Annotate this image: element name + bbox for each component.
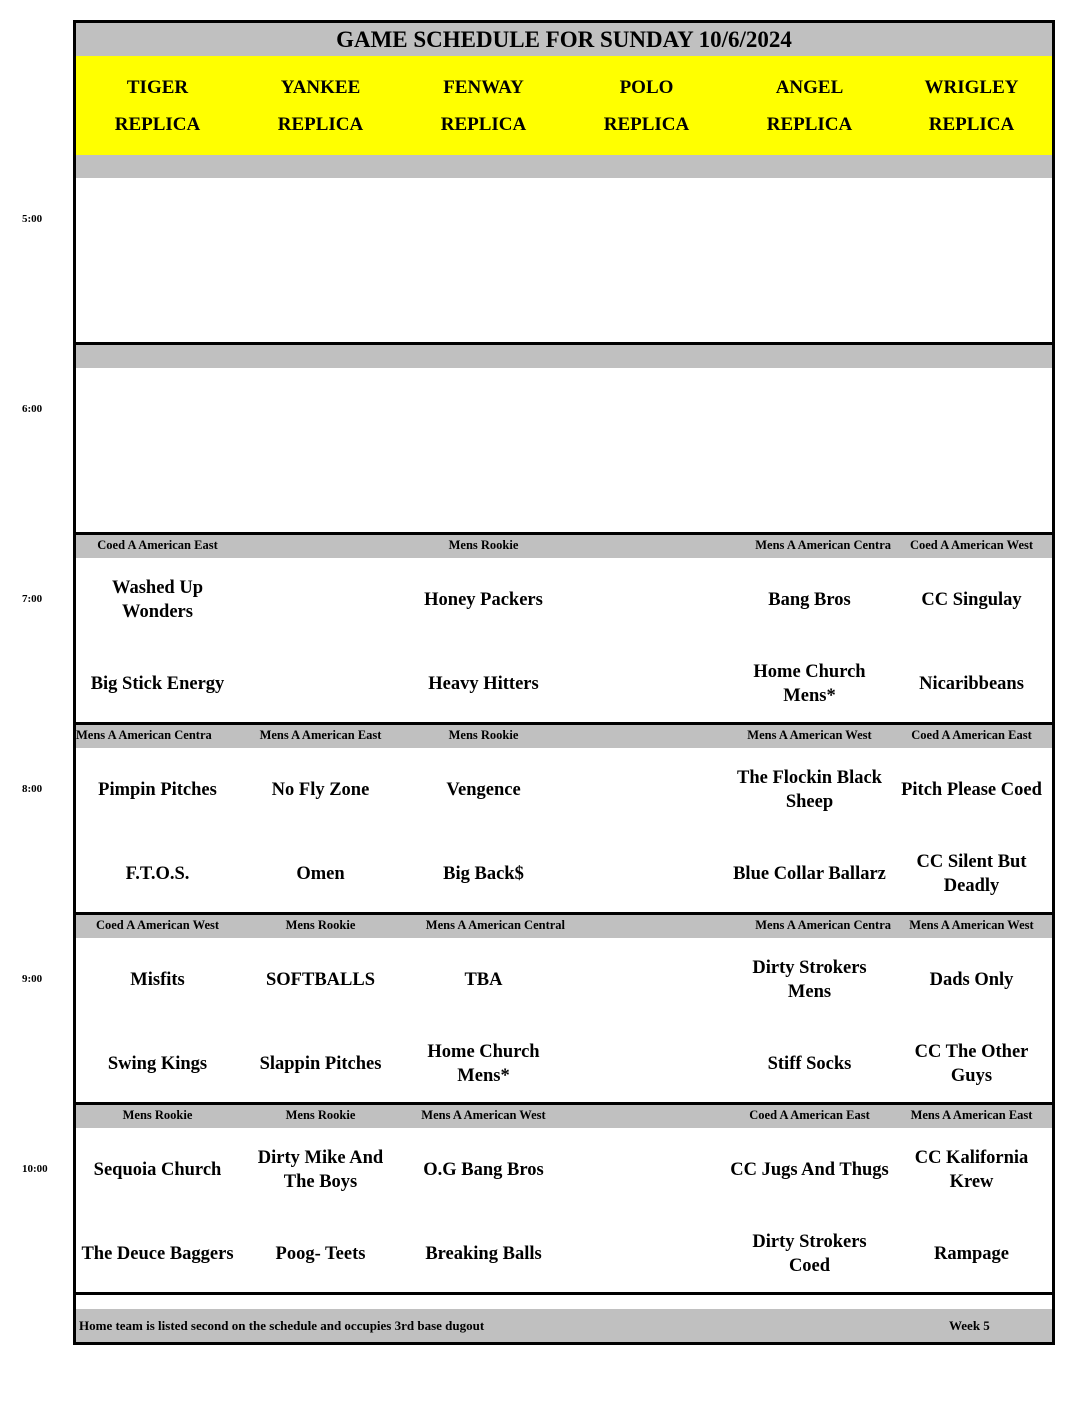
home-team (891, 452, 1052, 536)
home-team: Rampage (933, 1244, 1010, 1264)
home-team: Big Stick Energy (90, 674, 225, 694)
division-label: Mens Rookie (239, 1105, 405, 1131)
home-team (402, 452, 565, 536)
game-cell (891, 368, 1052, 535)
field-name: POLO (619, 76, 674, 98)
time-label: 7:00 (22, 593, 43, 605)
game-cell (402, 1128, 568, 1295)
home-team: Omen (296, 864, 345, 884)
home-team (565, 642, 728, 726)
home-team (565, 1022, 728, 1106)
division-label: Mens Rookie (239, 915, 405, 941)
game-cell (239, 368, 405, 535)
field-header-polo (565, 56, 731, 158)
field-name: FENWAY (443, 76, 524, 98)
division-label: Mens A American Centra (76, 725, 242, 751)
division-label: Mens Rookie (402, 725, 568, 751)
home-team: CC The Other Guys (914, 1042, 1029, 1086)
game-cell (565, 748, 731, 915)
division-label: Mens A American East (891, 1105, 1052, 1131)
division-label: Mens A American Centra (728, 535, 894, 561)
away-team (728, 368, 891, 452)
division-label: Mens A American West (728, 725, 894, 751)
division-label: Mens A American West (402, 1105, 568, 1131)
home-team: Slappin Pitches (259, 1054, 382, 1074)
away-team: Dads Only (929, 970, 1014, 990)
away-team (565, 368, 728, 452)
home-team: Stiff Socks (767, 1054, 852, 1074)
game-cell (76, 368, 242, 535)
game-cell (239, 748, 405, 915)
away-team (239, 178, 402, 262)
division-label: Mens A American East (239, 725, 405, 751)
home-team: Dirty Strokers Coed (752, 1232, 867, 1276)
field-subtitle: REPLICA (277, 113, 364, 135)
home-team (402, 262, 565, 346)
time-label: 5:00 (22, 213, 43, 225)
game-cell (402, 368, 568, 535)
game-cell (239, 1128, 405, 1295)
home-team (728, 262, 891, 346)
home-team: Home Church Mens* (753, 662, 866, 706)
game-cell (402, 938, 568, 1105)
division-label: Mens A American Centra (728, 915, 894, 941)
game-cell (565, 178, 731, 345)
home-team (891, 262, 1052, 346)
division-label: Coed A American East (728, 1105, 894, 1131)
game-cell (565, 368, 731, 535)
game-cell (239, 938, 405, 1105)
away-team (402, 368, 565, 452)
home-team: Swing Kings (107, 1054, 208, 1074)
division-label: Coed A American West (76, 915, 242, 941)
home-team (565, 262, 728, 346)
field-header-yankee (239, 56, 405, 158)
away-team (565, 938, 728, 1022)
division-label: Coed A American East (76, 535, 242, 561)
away-team: Sequoia Church (93, 1160, 222, 1180)
away-team (891, 178, 1052, 262)
home-team (565, 1212, 728, 1296)
home-team (76, 262, 239, 346)
away-team: SOFTBALLS (266, 970, 375, 990)
away-team (76, 368, 239, 452)
game-cell (402, 178, 568, 345)
home-team: CC Silent But Deadly (916, 852, 1027, 896)
game-cell (239, 178, 405, 345)
away-team: Bang Bros (768, 590, 851, 610)
away-team (239, 368, 402, 452)
time-label: 8:00 (22, 783, 43, 795)
game-cell (76, 178, 242, 345)
game-cell (891, 558, 1052, 725)
week-label: Week 5 (949, 1318, 990, 1333)
away-team: Dirty Strokers Mens (752, 958, 867, 1002)
away-team (728, 178, 891, 262)
game-cell (402, 748, 568, 915)
field-subtitle: REPLICA (114, 113, 201, 135)
field-name: ANGEL (775, 76, 844, 98)
game-cell (891, 938, 1052, 1105)
schedule-table (73, 20, 1055, 1345)
away-team: Misfits (130, 970, 185, 990)
game-cell (891, 748, 1052, 915)
field-subtitle: REPLICA (603, 113, 690, 135)
field-header-tiger (76, 56, 242, 158)
time-label: 10:00 (22, 1163, 48, 1175)
game-cell (728, 368, 894, 535)
division-label: Mens A American West (891, 915, 1052, 941)
away-team (565, 178, 728, 262)
game-cell (891, 1128, 1052, 1295)
away-team (76, 178, 239, 262)
game-cell (565, 558, 731, 725)
field-name: YANKEE (280, 76, 361, 98)
away-team: No Fly Zone (271, 780, 370, 800)
home-team: Nicaribbeans (919, 674, 1024, 694)
game-cell (728, 748, 894, 915)
home-team (239, 262, 402, 346)
home-team: F.T.O.S. (125, 864, 190, 884)
field-header-wrigley (891, 56, 1052, 158)
away-team: CC Singulay (921, 590, 1022, 610)
division-label: Coed A American West (891, 535, 1052, 561)
field-header-fenway (402, 56, 568, 158)
game-cell (728, 1128, 894, 1295)
away-team (891, 368, 1052, 452)
field-subtitle: REPLICA (928, 113, 1015, 135)
field-header-angel (728, 56, 894, 158)
home-team-note: Home team is listed second on the schedule and occupies 3rd base dugout (79, 1318, 485, 1333)
away-team: TBA (464, 970, 503, 990)
game-cell (402, 558, 568, 725)
game-cell (565, 1128, 731, 1295)
away-team: Pimpin Pitches (98, 780, 217, 800)
home-team: Blue Collar Ballarz (733, 864, 886, 884)
away-team (239, 558, 402, 642)
away-team (402, 178, 565, 262)
game-cell (76, 938, 242, 1105)
away-team: The Flockin Black Sheep (737, 768, 882, 812)
division-label: Mens Rookie (402, 535, 568, 561)
home-team (76, 452, 239, 536)
home-team: Home Church Mens* (427, 1042, 540, 1086)
home-team: Breaking Balls (425, 1244, 542, 1264)
game-cell (728, 558, 894, 725)
away-team: Vengence (446, 780, 521, 800)
away-team: Dirty Mike And The Boys (257, 1148, 384, 1192)
home-team: Heavy Hitters (428, 674, 539, 694)
home-team (728, 452, 891, 536)
away-team: Pitch Please Coed (901, 780, 1042, 800)
away-team: CC Jugs And Thugs (730, 1160, 889, 1180)
field-name: TIGER (126, 76, 189, 98)
field-subtitle: REPLICA (766, 113, 853, 135)
game-cell (239, 558, 405, 725)
away-team: O.G Bang Bros (423, 1160, 544, 1180)
game-cell (76, 558, 242, 725)
home-team (565, 832, 728, 916)
away-team (565, 748, 728, 832)
home-team: Big Back$ (443, 864, 524, 884)
division-label: Mens A American Central (402, 915, 568, 941)
division-label: Mens Rookie (76, 1105, 242, 1131)
away-team: Honey Packers (424, 590, 543, 610)
game-cell (891, 178, 1052, 345)
game-cell (728, 938, 894, 1105)
field-subtitle: REPLICA (440, 113, 527, 135)
home-team: Poog- Teets (275, 1244, 366, 1264)
game-cell (728, 178, 894, 345)
away-team (565, 1128, 728, 1212)
time-label: 6:00 (22, 403, 43, 415)
away-team: CC Kalifornia Krew (914, 1148, 1029, 1192)
division-label: Coed A American East (891, 725, 1052, 751)
field-name: WRIGLEY (924, 76, 1019, 98)
away-team: Washed Up Wonders (112, 578, 203, 622)
schedule-footer (76, 1309, 1052, 1342)
home-team: The Deuce Baggers (81, 1244, 234, 1264)
home-team (565, 452, 728, 536)
away-team (565, 558, 728, 642)
game-cell (76, 1128, 242, 1295)
schedule-title: GAME SCHEDULE FOR SUNDAY 10/6/2024 (76, 23, 1052, 59)
game-cell (76, 748, 242, 915)
home-team (239, 642, 402, 726)
time-label: 9:00 (22, 973, 43, 985)
game-cell (565, 938, 731, 1105)
home-team (239, 452, 402, 536)
